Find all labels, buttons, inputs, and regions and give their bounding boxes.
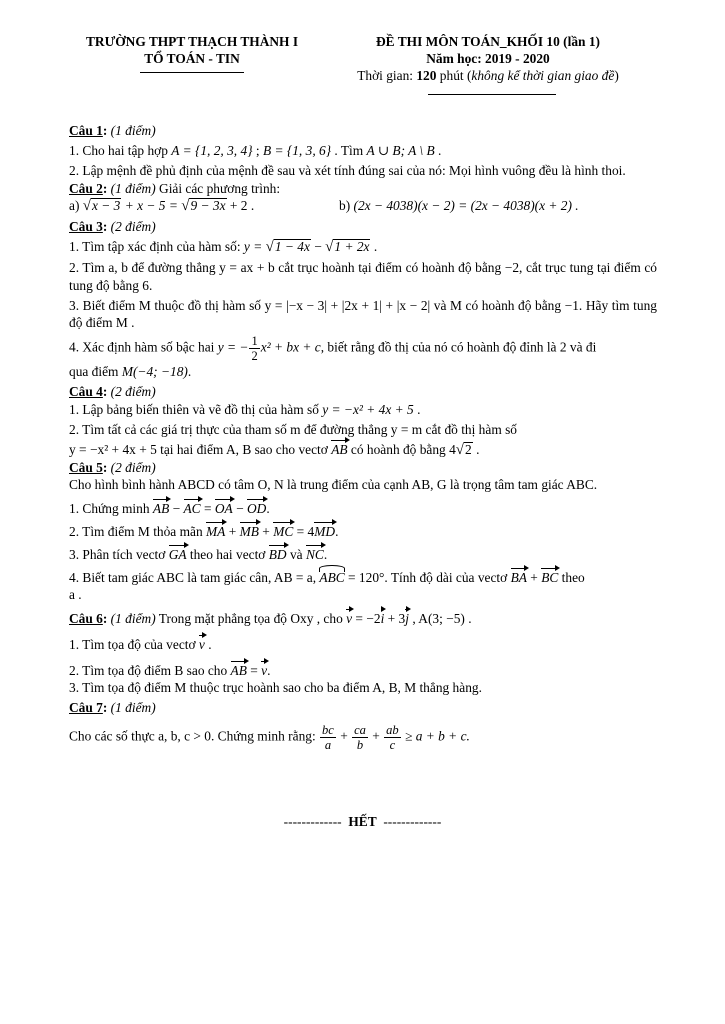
q3-part3: 3. Biết điểm M thuộc đồ thị hàm số y = |−x − 3| + |2x + 1| + |x − 2| và M có hoành độ bằng −1. Hãy tìm tung độ điểm M . bbox=[69, 297, 657, 331]
q6-heading: Câu 6: (1 điểm) Trong mặt phẳng tọa độ Oxy , cho v = −2i + 3j , A(3; −5) . bbox=[69, 610, 472, 626]
q1-part2: 2. Lập mệnh đề phủ định của mệnh đề sau và xét tính đúng sai của nó: Mọi hình vuông đều là hình thoi. bbox=[69, 163, 626, 179]
q7-statement: Cho các số thực a, b, c > 0. Chứng minh rằng: $\frac{bc}{a}$ + $\frac{ca}{b}$ + $\frac{ab}{c}$ ≥ a + b + c. bbox=[69, 722, 470, 752]
q6-part3: 3. Tìm tọa độ điểm M thuộc trục hoành sao cho ba điểm A, B, M thẳng hàng. bbox=[69, 680, 482, 696]
q3-part4: 4. Xác định hàm số bậc hai y = − $\frac{1}{2}$ x² + bx + c, biết rằng đồ thị của nó có hoành độ đỉnh là 2 và đi bbox=[69, 334, 597, 364]
q2-part-b: b) (2x − 4038)(x − 2) = (2x − 4038)(x + 2) . bbox=[339, 197, 579, 213]
q4-part2-cont: y = −x² + 4x + 5 tại hai điểm A, B sao cho vectơ AB có hoành độ bằng 4√2 . bbox=[69, 442, 480, 459]
exam-title: ĐỀ THI MÔN TOÁN_KHỐI 10 (lần 1) bbox=[376, 34, 600, 49]
q5-part2: 2. Tìm điểm M thỏa mãn MA + MB + MC = 4MD. bbox=[69, 523, 339, 539]
q5-intro: Cho hình bình hành ABCD có tâm O, N là trung điểm của cạnh AB, G là trọng tâm tam giác ABC. bbox=[69, 477, 598, 493]
q3-heading: Câu 3: (2 điểm) bbox=[69, 219, 156, 235]
header-left-rule bbox=[140, 72, 244, 73]
q4-heading: Câu 4: (2 điểm) bbox=[69, 384, 156, 400]
q2-heading: Câu 2: (1 điểm) Giải các phương trình: bbox=[69, 180, 281, 196]
school-name: TRƯỜNG THPT THẠCH THÀNH I bbox=[85, 34, 299, 49]
header-right bbox=[338, 33, 638, 84]
q2-part-a: a) √x − 3 + x − 5 = √9 − 3x + 2 . bbox=[69, 197, 255, 214]
q4-part2: 2. Tìm tất cả các giá trị thực của tham số m để đường thẳng y = m cắt đồ thị hàm số bbox=[69, 421, 517, 437]
angle-abc: ABC bbox=[319, 570, 345, 586]
q5-part4: 4. Biết tam giác ABC là tam giác cân, AB = a, ABC = 120°. Tính độ dài của vectơ BA + BC theo bbox=[69, 570, 585, 586]
q5-part3: 3. Phân tích vectơ GA theo hai vectơ BD và NC. bbox=[69, 547, 328, 563]
department-name: TỔ TOÁN - TIN bbox=[144, 51, 240, 66]
q4-part1: 1. Lập bảng biến thiên và vẽ đồ thị của hàm số y = −x² + 4x + 5 . bbox=[69, 401, 421, 417]
q5-heading: Câu 5: (2 điểm) bbox=[69, 460, 156, 476]
school-year: Năm học: 2019 - 2020 bbox=[426, 51, 550, 66]
q3-part2: 2. Tìm a, b để đường thẳng y = ax + b cắt trục hoành tại điểm có hoành độ bằng −2, cắt trục tung tại điểm có tung độ bằng 6. bbox=[69, 260, 657, 293]
q6-part2: 2. Tìm tọa độ điểm B sao cho AB = v. bbox=[69, 663, 271, 679]
q1-heading: Câu 1: (1 điểm) bbox=[69, 123, 156, 138]
q2-parts bbox=[69, 197, 657, 215]
header-left bbox=[62, 33, 322, 67]
q7-heading: Câu 7: (1 điểm) bbox=[69, 700, 156, 716]
q5-part1: 1. Chứng minh AB − AC = OA − OD. bbox=[69, 500, 270, 516]
vector-ab: AB bbox=[331, 442, 348, 458]
q5-part4-cont: a . bbox=[69, 587, 82, 603]
q3-fraction: $\frac{1}{2}$ bbox=[251, 334, 258, 364]
header-right-rule bbox=[428, 94, 556, 95]
q1-part1: 1. Cho hai tập hợp A = {1, 2, 3, 4} ; B = {1, 3, 6} . Tìm A ∪ B; A \ B . bbox=[69, 143, 442, 159]
exam-time: Thời gian: 120 phút (không kể thời gian giao đề) bbox=[357, 68, 619, 83]
q3-part1: 1. Tìm tập xác định của hàm số: y = √1 − 4x − √1 + 2x . bbox=[69, 239, 378, 256]
q6-part1: 1. Tìm tọa độ của vectơ v . bbox=[69, 636, 212, 652]
q3-part4-cont: qua điểm M(−4; −18). bbox=[69, 364, 192, 380]
exam-content bbox=[69, 122, 657, 752]
exam-footer: ------------- HẾT ------------- bbox=[283, 814, 442, 829]
